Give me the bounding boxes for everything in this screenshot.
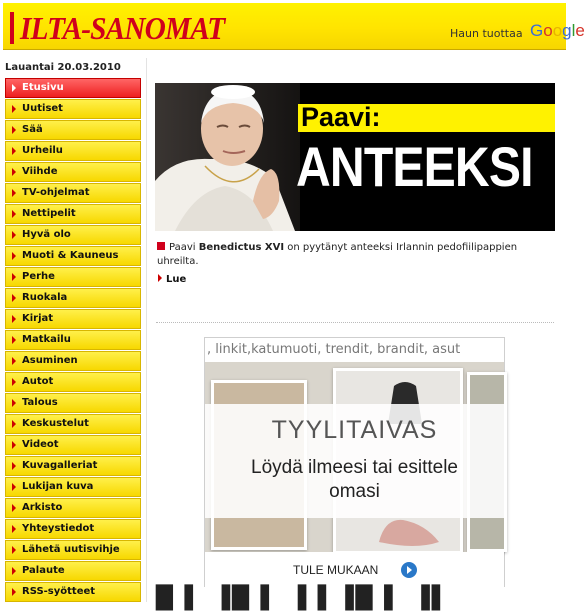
sidebar-item-palaute[interactable] bbox=[5, 561, 141, 581]
arrow-right-icon bbox=[12, 567, 16, 575]
ad-ticker-text: , linkit,katumuoti, trendit, brandit, asut bbox=[205, 338, 504, 362]
arrow-right-icon bbox=[12, 231, 16, 239]
sidebar-item-label: Matkailu bbox=[22, 334, 71, 345]
ad-shoe-illustration bbox=[375, 512, 445, 552]
google-letter: l bbox=[571, 21, 576, 40]
current-date: Lauantai 20.03.2010 bbox=[5, 62, 121, 73]
sidebar-item-label: RSS-syötteet bbox=[22, 586, 96, 597]
headline-kicker-text: Paavi: bbox=[301, 102, 381, 132]
google-letter: G bbox=[530, 21, 544, 40]
sidebar-item-label: Lähetä uutisvihje bbox=[22, 544, 120, 555]
lead-text-end: on pyytänyt anteeksi Irlannin pedofiilipappien uhreilta. bbox=[157, 242, 518, 267]
sidebar-item-label: Arkisto bbox=[22, 502, 63, 513]
arrow-right-icon bbox=[12, 252, 16, 260]
ad-cta-button[interactable] bbox=[205, 552, 504, 587]
sidebar-item-label: Hyvä olo bbox=[22, 229, 71, 240]
arrow-right-icon bbox=[12, 441, 16, 449]
read-more-link[interactable] bbox=[158, 274, 186, 285]
sidebar-item-arkisto[interactable] bbox=[5, 498, 141, 518]
lead-paragraph bbox=[157, 241, 537, 269]
arrow-right-icon bbox=[12, 84, 16, 92]
lead-text-start: Paavi bbox=[169, 242, 199, 253]
arrow-right-icon bbox=[12, 546, 16, 554]
sidebar-item-matkailu[interactable] bbox=[5, 330, 141, 350]
sidebar-item-keskustelut[interactable] bbox=[5, 414, 141, 434]
arrow-right-icon bbox=[12, 126, 16, 134]
arrow-right-icon bbox=[12, 315, 16, 323]
sidebar-item-videot[interactable] bbox=[5, 435, 141, 455]
site-logo[interactable] bbox=[10, 9, 248, 47]
read-more-label: Lue bbox=[166, 274, 187, 285]
google-letter: g bbox=[562, 21, 572, 40]
sidebar-item-sää[interactable] bbox=[5, 120, 141, 140]
headline-main[interactable]: ANTEEKSI bbox=[296, 135, 533, 198]
sidebar-item-asuminen[interactable] bbox=[5, 351, 141, 371]
google-logo[interactable] bbox=[530, 21, 585, 41]
sidebar-item-rss-syötteet[interactable] bbox=[5, 582, 141, 602]
sidebar-item-label: Talous bbox=[22, 397, 58, 408]
sidebar-item-muoti-kauneus[interactable] bbox=[5, 246, 141, 266]
arrow-right-icon bbox=[12, 504, 16, 512]
sidebar-item-label: Videot bbox=[22, 439, 59, 450]
headline-kicker bbox=[298, 104, 555, 132]
sidebar-item-label: Palaute bbox=[22, 565, 65, 576]
sidebar-item-label: Urheilu bbox=[22, 145, 63, 156]
sidebar-item-label: Ruokala bbox=[22, 292, 68, 303]
arrow-right-icon bbox=[12, 189, 16, 197]
sidebar-item-perhe[interactable] bbox=[5, 267, 141, 287]
sidebar-item-yhteystiedot[interactable] bbox=[5, 519, 141, 539]
sidebar-item-kirjat[interactable] bbox=[5, 309, 141, 329]
pope-photo bbox=[155, 61, 300, 231]
arrow-right-icon bbox=[12, 525, 16, 533]
sidebar-item-autot[interactable] bbox=[5, 372, 141, 392]
sidebar-item-label: Perhe bbox=[22, 271, 55, 282]
sidebar-item-label: Yhteystiedot bbox=[22, 523, 95, 534]
ad-title: TYYLITAIVAS bbox=[271, 416, 438, 444]
arrow-right-icon bbox=[158, 274, 162, 282]
arrow-right-icon bbox=[12, 483, 16, 491]
sidebar-item-label: Etusivu bbox=[22, 82, 64, 93]
sidebar-item-lähetä-uutisvihje[interactable] bbox=[5, 540, 141, 560]
arrow-right-icon bbox=[12, 588, 16, 596]
sidebar-item-label: Asuminen bbox=[22, 355, 78, 366]
search-provider-label: Haun tuottaa bbox=[450, 27, 523, 40]
arrow-right-icon bbox=[12, 378, 16, 386]
sidebar-item-label: Sää bbox=[22, 124, 43, 135]
arrow-right-icon bbox=[12, 105, 16, 113]
next-headline-fragment: █ ▌ ▐█ ▌ ▐ ▌▐█ ▌ ▐▌ bbox=[156, 586, 451, 611]
sidebar-item-lukijan-kuva[interactable] bbox=[5, 477, 141, 497]
arrow-circle-icon bbox=[401, 562, 417, 578]
sidebar-item-hyvä-olo[interactable] bbox=[5, 225, 141, 245]
sidebar-item-label: Kirjat bbox=[22, 313, 54, 324]
sidebar-item-etusivu[interactable] bbox=[5, 78, 141, 98]
ad-cta-label: TULE MUKAAN bbox=[293, 563, 379, 577]
arrow-right-icon bbox=[12, 357, 16, 365]
sidebar-item-tv-ohjelmat[interactable] bbox=[5, 183, 141, 203]
advertisement-banner[interactable] bbox=[204, 337, 505, 587]
sidebar-item-label: Autot bbox=[22, 376, 54, 387]
google-letter: o bbox=[552, 21, 563, 40]
arrow-right-icon bbox=[12, 420, 16, 428]
sidebar-item-ruokala[interactable] bbox=[5, 288, 141, 308]
sidebar-item-label: Keskustelut bbox=[22, 418, 89, 429]
sidebar-item-viihde[interactable] bbox=[5, 162, 141, 182]
arrow-right-icon bbox=[12, 336, 16, 344]
arrow-right-icon bbox=[12, 210, 16, 218]
sidebar-item-label: Nettipelit bbox=[22, 208, 76, 219]
sidebar-item-nettipelit[interactable] bbox=[5, 204, 141, 224]
arrow-right-icon bbox=[12, 462, 16, 470]
arrow-right-icon bbox=[12, 399, 16, 407]
logo-text: ILTA-SANOMAT bbox=[20, 10, 225, 46]
arrow-right-icon bbox=[12, 147, 16, 155]
logo-accent-bar bbox=[10, 12, 14, 44]
sidebar-item-label: Muoti & Kauneus bbox=[22, 250, 119, 261]
ad-subtitle: Löydä ilmeesi tai esittele omasi bbox=[251, 457, 458, 502]
section-divider bbox=[156, 322, 554, 323]
lead-text-bold: Benedictus XVI bbox=[198, 242, 285, 253]
google-letter: o bbox=[543, 21, 553, 40]
arrow-right-icon bbox=[12, 168, 16, 176]
sidebar-item-label: Uutiset bbox=[22, 103, 63, 114]
site-header bbox=[3, 3, 585, 50]
sidebar-item-label: Lukijan kuva bbox=[22, 481, 94, 492]
sidebar-item-kuvagalleriat[interactable] bbox=[5, 456, 141, 476]
sidebar-nav bbox=[5, 78, 141, 603]
sidebar-item-uutiset[interactable] bbox=[5, 99, 141, 119]
sidebar-item-label: TV-ohjelmat bbox=[22, 187, 90, 198]
arrow-right-icon bbox=[12, 294, 16, 302]
sidebar-item-talous[interactable] bbox=[5, 393, 141, 413]
sidebar-item-label: Viihde bbox=[22, 166, 58, 177]
next-headline-cropped[interactable] bbox=[156, 586, 556, 611]
arrow-right-icon bbox=[12, 273, 16, 281]
sidebar-divider bbox=[146, 58, 147, 602]
sidebar-item-urheilu[interactable] bbox=[5, 141, 141, 161]
hero-image[interactable] bbox=[155, 61, 555, 231]
sidebar-item-label: Kuvagalleriat bbox=[22, 460, 98, 471]
google-letter: e bbox=[575, 21, 585, 40]
bullet-square-icon bbox=[157, 242, 165, 250]
